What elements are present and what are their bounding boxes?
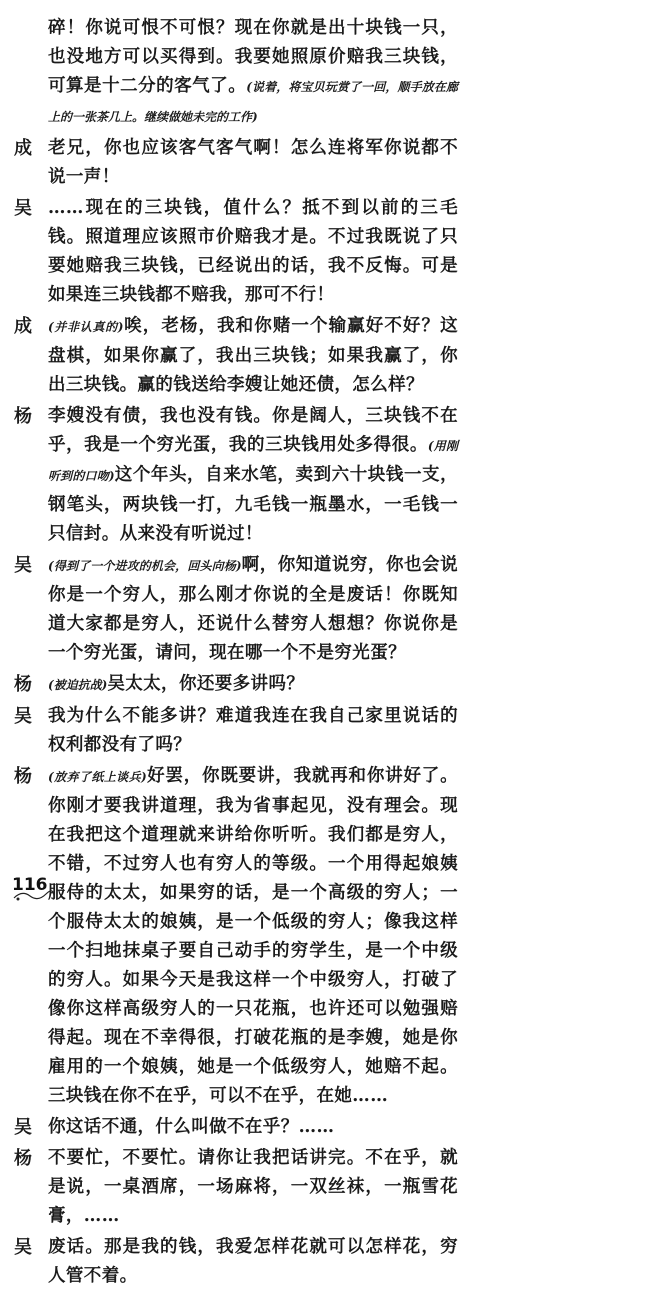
- spoken-line: 碎！你说可恨不可恨？现在你就是出十块钱一只，也没地方可以买得到。我要她照原价赔我三块钱，可算是十二分的客气了。: [48, 18, 458, 96]
- speaker-name: 杨: [14, 1148, 32, 1169]
- dialogue-entry: [14, 702, 634, 760]
- page-number-text: 116: [12, 875, 48, 895]
- speaker-name: 杨: [14, 766, 32, 787]
- dialogue-entry: [14, 762, 634, 1111]
- dialogue-text: [48, 312, 458, 400]
- spoken-line: 不要忙，不要忙。请你让我把话讲完。不在乎，就是说，一桌酒席，一场麻将，一双丝袜，一瓶雪花膏，……: [48, 1148, 458, 1226]
- page-ornament-icon: [12, 888, 56, 902]
- speaker-name: 杨: [14, 674, 32, 695]
- stage-direction: (放弃了纸上谈兵): [48, 770, 147, 784]
- dialogue-entry: [14, 402, 634, 549]
- speaker-name: 杨: [14, 406, 32, 427]
- dialogue-text: [48, 670, 458, 700]
- stage-direction: (并非认真的): [48, 320, 124, 334]
- stage-direction: (说着，将宝贝玩赏了一回，顺手放在廊上的一张茶几上。继续做她未完的工作): [48, 80, 458, 124]
- dialogue-entry: [14, 194, 634, 310]
- spoken-line: 我为什么不能多讲？难道我连在我自己家里说话的权利都没有了吗？: [48, 706, 458, 755]
- dialogue-entry: [14, 1144, 634, 1231]
- stage-direction: (得到了一个进攻的机会，回头向杨): [48, 559, 242, 573]
- speaker-name: 吴: [14, 706, 32, 727]
- dialogue-text: [48, 1233, 458, 1291]
- dialogue-entry: [14, 312, 634, 400]
- spoken-line: 好罢，你既要讲，我就再和你讲好了。你刚才要我讲道理，我为省事起见，没有理会。现在我把这个道理就来讲给你听听。我们都是穷人，不错，不过穷人也有穷人的等级。一个用得起娘姨服侍的太太，如果穷的话，是一个高级的穷人；一个服侍太太的娘姨，是一个低级的穷人；像我这样一个扫地抹桌子要自己动手的穷学生，是一个中级的穷人。如果今天是我这样一个中级穷人，打破了像你这样高级穷人的一只花瓶，也许还可以勉强赔得起。现在不幸得很，打破花瓶的是李嫂，她是你雇用的一个娘姨，她是一个低级穷人，她赔不起。三块钱在你不在乎，可以不在乎，在她……: [48, 766, 458, 1106]
- spoken-line: 你这话不通，什么叫做不在乎？……: [48, 1117, 335, 1137]
- page-number: [12, 872, 62, 898]
- dialogue-text: [48, 551, 458, 668]
- spoken-line: ……现在的三块钱，值什么？抵不到以前的三毛钱。照道理应该照市价赔我才是。不过我既说了只要她赔我三块钱，已经说出的话，我不反悔。可是如果连三块钱都不赔我，那可不行！: [48, 198, 458, 305]
- dialogue-entry: [14, 670, 634, 700]
- speaker-name: 吴: [14, 1117, 32, 1138]
- dialogue-text: [48, 14, 458, 132]
- spoken-line: 啊，你知道说穷，你也会说你是一个穷人，那么刚才你说的全是废话！你既知道大家都是穷人，还说什么替穷人想想？你说你是一个穷光蛋，请问，现在哪一个不是穷光蛋？: [48, 555, 458, 663]
- dialogue-entry: [14, 14, 634, 132]
- dialogue-entry: [14, 1113, 634, 1142]
- dialogue-text: [48, 702, 458, 760]
- dialogue-text: [48, 762, 458, 1111]
- script-body: [14, 14, 634, 1293]
- dialogue-text: [48, 1144, 458, 1231]
- dialogue-text: [48, 194, 458, 310]
- stage-direction: (被迫抗战): [48, 678, 108, 692]
- speaker-name: 吴: [14, 198, 32, 219]
- spoken-line: 废话。那是我的钱，我爱怎样花就可以怎样花，穷人管不着。: [48, 1237, 458, 1286]
- speaker-name: 成: [14, 316, 32, 337]
- spoken-line: 老兄，你也应该客气客气啊！怎么连将军你说都不说一声！: [48, 138, 458, 187]
- speaker-name: 吴: [14, 1237, 32, 1258]
- speaker-name: 成: [14, 138, 32, 159]
- dialogue-entry: [14, 134, 634, 192]
- spoken-line: 唉，老杨，我和你赌一个输赢好不好？这盘棋，如果你赢了，我出三块钱；如果我赢了，你出三块钱。赢的钱送给李嫂让她还债，怎么样？: [48, 316, 458, 395]
- dialogue-entry: [14, 1233, 634, 1291]
- spoken-line: 李嫂没有债，我也没有钱。你是阔人，三块钱不在乎，我是一个穷光蛋，我的三块钱用处多得很。: [48, 406, 458, 455]
- dialogue-text: [48, 402, 458, 549]
- stage-direction: (用刚听到的口吻): [48, 439, 458, 483]
- spoken-line: 吴太太，你还要多讲吗？: [107, 674, 305, 694]
- dialogue-text: [48, 1113, 458, 1142]
- dialogue-entry: [14, 551, 634, 668]
- speaker-name: 吴: [14, 555, 32, 576]
- spoken-line: 这个年头，自来水笔，卖到六十块钱一支，钢笔头，两块钱一打，九毛钱一瓶墨水，一毛钱一只信封。从来没有听说过！: [48, 465, 458, 544]
- dialogue-text: [48, 134, 458, 192]
